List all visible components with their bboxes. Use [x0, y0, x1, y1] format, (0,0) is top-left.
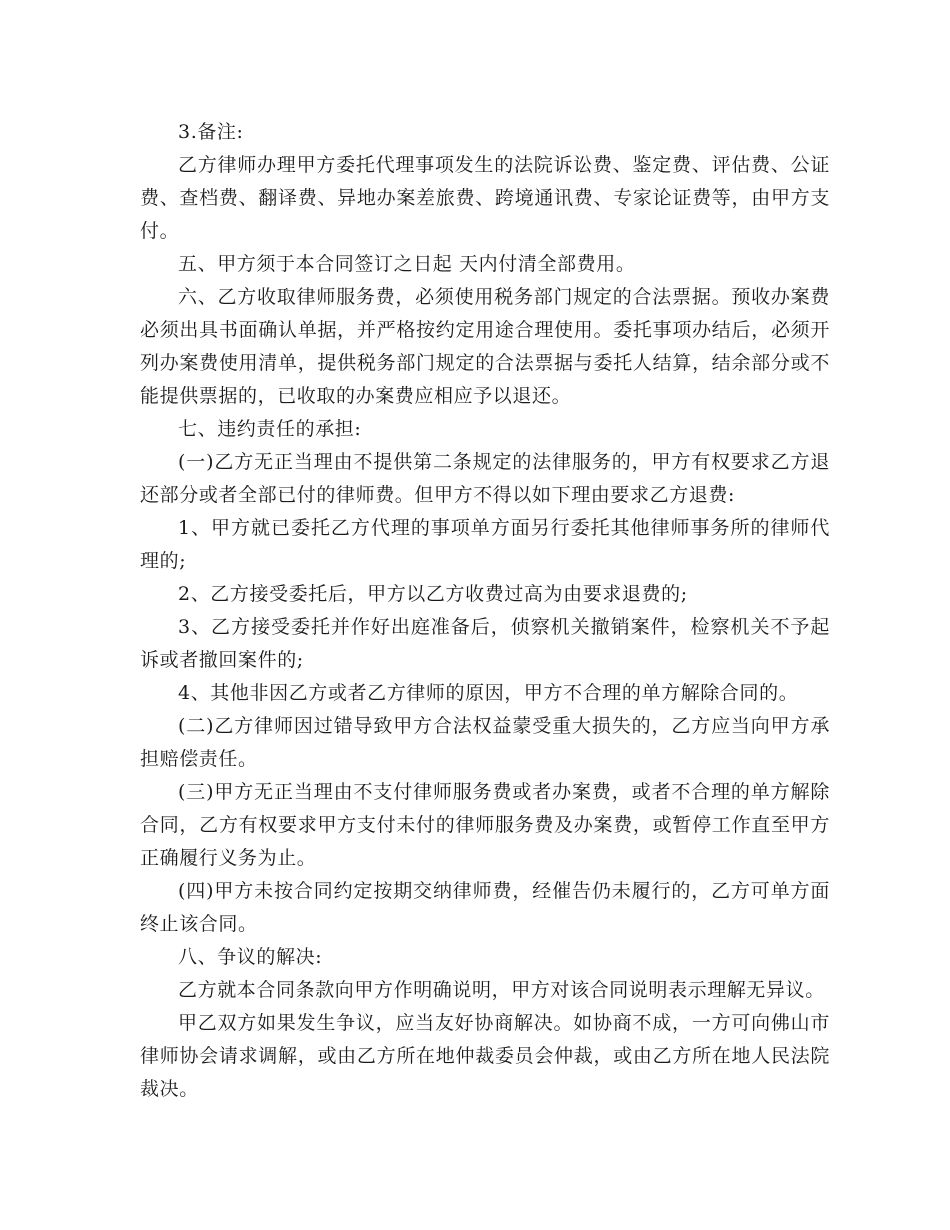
clause-seven-item-4: (四)甲方未按合同约定按期交纳律师费，经催告仍未履行的，乙方可单方面终止该合同。	[140, 880, 830, 935]
clause-six: 六、乙方收取律师服务费，必须使用税务部门规定的合法票据。预收办案费必须出具书面确认单据，并严格按约定用途合理使用。委托事项办结后，必须开列办案费使用清单，提供税务部门规定的合法票据与委托人结算，结余部分或不能提供票据的，已收取的办案费应相应予以退还。	[140, 286, 830, 407]
refund-exception-2: 2、乙方接受委托后，甲方以乙方收费过高为由要求退费的;	[178, 583, 688, 605]
clause-seven-heading: 七、违约责任的承担:	[178, 418, 362, 440]
document-page	[140, 116, 830, 1106]
note-heading: 3.备注:	[178, 121, 244, 143]
clause-five: 五、甲方须于本合同签订之日起 天内付清全部费用。	[178, 253, 636, 275]
refund-exception-3: 3、乙方接受委托并作好出庭准备后，侦察机关撤销案件，检察机关不予起诉或者撤回案件的;	[140, 616, 830, 671]
clause-seven-item-2: (二)乙方律师因过错导致甲方合法权益蒙受重大损失的，乙方应当向甲方承担赔偿责任。	[140, 715, 830, 770]
clause-eight-statement: 乙方就本合同条款向甲方作明确说明，甲方对该合同说明表示理解无异议。	[178, 979, 825, 1001]
clause-seven-item-3: (三)甲方无正当理由不支付律师服务费或者办案费，或者不合理的单方解除合同，乙方有权要求甲方支付未付的律师服务费及办案费，或暂停工作直至甲方正确履行义务为止。	[140, 781, 830, 869]
refund-exception-4: 4、其他非因乙方或者乙方律师的原因，甲方不合理的单方解除合同的。	[178, 682, 799, 704]
clause-eight-dispute: 甲乙双方如果发生争议，应当友好协商解决。如协商不成，一方可向佛山市律师协会请求调解，或由乙方所在地仲裁委员会仲裁，或由乙方所在地人民法院裁决。	[140, 1012, 830, 1100]
refund-exception-1: 1、甲方就已委托乙方代理的事项单方面另行委托其他律师事务所的律师代理的;	[140, 517, 830, 572]
clause-eight-heading: 八、争议的解决:	[178, 946, 323, 968]
clause-seven-item-1: (一)乙方无正当理由不提供第二条规定的法律服务的，甲方有权要求乙方退还部分或者全部已付的律师费。但甲方不得以如下理由要求乙方退费:	[140, 451, 830, 506]
fee-note-paragraph: 乙方律师办理甲方委托代理事项发生的法院诉讼费、鉴定费、评估费、公证费、查档费、翻译费、异地办案差旅费、跨境通讯费、专家论证费等，由甲方支付。	[140, 154, 830, 242]
